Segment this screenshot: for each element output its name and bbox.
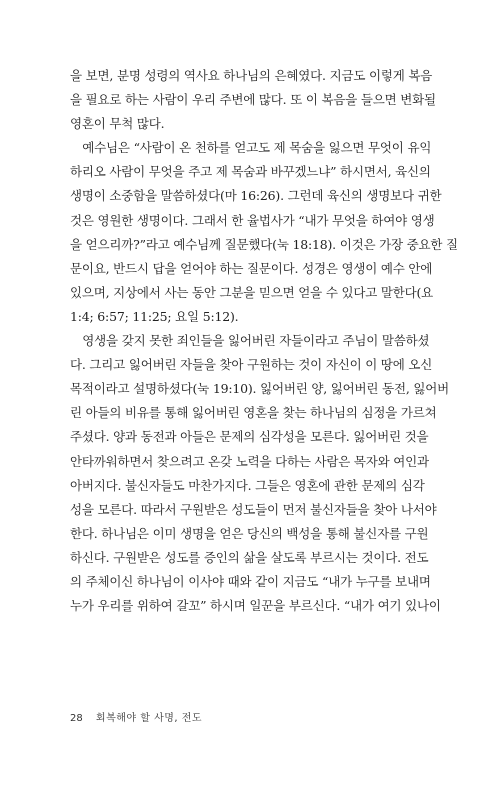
- text-line: 을 얻으리까?”라고 예수님께 질문했다(눅 18:18). 이것은 가장 중요한 질: [70, 236, 458, 252]
- text-line: 영생을 갖지 못한 죄인들을 잃어버린 자들이라고 주님이 말씀하셨: [70, 333, 430, 349]
- text-line: 다. 그리고 잃어버린 자들을 찾아 구원하는 것이 자신이 이 땅에 오신: [70, 357, 433, 373]
- text-line: 하리오 사람이 무엇을 주고 제 목숨과 바꾸겠느냐” 하시면서, 육신의: [70, 164, 431, 180]
- text-line: 것은 영원한 생명이다. 그래서 한 율법사가 “내가 무엇을 하여야 영생: [70, 212, 435, 228]
- page-footer: [70, 709, 202, 724]
- running-title: 회복해야 할 사명, 전도: [95, 713, 203, 724]
- page-number: 28: [70, 713, 83, 724]
- text-line: 하신다. 구원받은 성도를 증인의 삶을 살도록 부르시는 것이다. 전도: [70, 549, 429, 565]
- text-line: 을 보면, 분명 성령의 역사요 하나님의 은혜였다. 지금도 이렇게 복음: [70, 68, 433, 83]
- body-text: [70, 64, 458, 618]
- text-line: 주셨다. 양과 동전과 아들은 문제의 심각성을 모른다. 잃어버린 것을: [70, 429, 429, 445]
- text-line: 린 아들의 비유를 통해 잃어버린 영혼을 찾는 하나님의 심정을 가르쳐: [70, 405, 437, 421]
- text-line: 누가 우리를 위하여 갈꼬” 하시며 일꾼을 부르신다. “내가 여기 있나이: [70, 598, 441, 614]
- text-line: 을 필요로 하는 사람이 우리 주변에 많다. 또 이 복음을 들으면 변화될: [70, 92, 436, 108]
- text-line: 아버지다. 불신자들도 마찬가지다. 그들은 영혼에 관한 문제의 심각: [70, 477, 425, 493]
- text-line: 목적이라고 설명하셨다(눅 19:10). 잃어버린 양, 잃어버린 동전, 잃어버: [70, 381, 449, 397]
- text-line: 있으며, 지상에서 사는 동안 그분을 믿으면 얻을 수 있다고 말한다(요: [70, 284, 434, 300]
- text-line: 예수님은 “사람이 온 천하를 얻고도 제 목숨을 잃으면 무엇이 유익: [70, 140, 432, 156]
- text-line: 문이요, 반드시 답을 얻어야 하는 질문이다. 성경은 영생이 예수 안에: [70, 260, 433, 276]
- text-line: 의 주체이신 하나님이 이사야 때와 같이 지금도 “내가 누구를 보내며: [70, 573, 431, 589]
- text-line: 한다. 하나님은 이미 생명을 얻은 당신의 백성을 통해 불신자를 구원: [70, 525, 429, 541]
- text-line: 1:4; 6:57; 11:25; 요일 5:12).: [70, 308, 239, 324]
- text-line: 영혼이 무척 많다.: [70, 116, 165, 132]
- text-line: 안타까워하면서 찾으려고 온갖 노력을 다하는 사람은 목자와 여인과: [70, 453, 429, 469]
- text-line: 성을 모른다. 따라서 구원받은 성도들이 먼저 불신자들을 찾아 나서야: [70, 501, 437, 517]
- text-line: 생명이 소중함을 말씀하셨다(마 16:26). 그런데 육신의 생명보다 귀한: [70, 188, 442, 204]
